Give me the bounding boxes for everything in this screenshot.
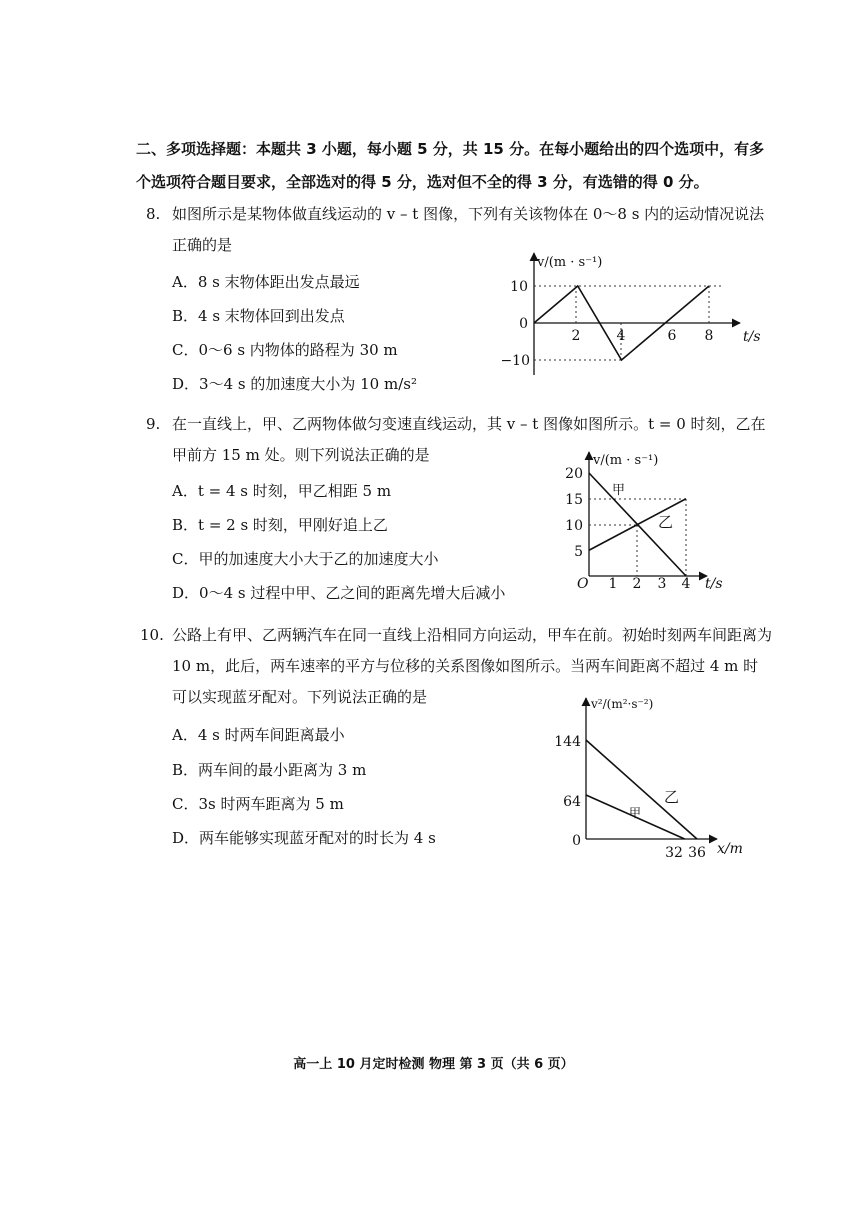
q9-xtick-4: 4 [681, 576, 691, 592]
q8-ytick-0: 0 [519, 316, 528, 332]
q9-stem: 在一直线上，甲、乙两物体做匀变速直线运动，其 v – t 图像如图所示。t = 0 时刻，乙在甲前方 15 m 处。则下列说法正确的是 [172, 415, 766, 464]
q9-xtick-1: 1 [608, 576, 618, 592]
q10-option-d: D．两车能够实现蓝牙配对的时长为 4 s [172, 829, 436, 847]
q8-option-d: D．3～4 s 的加速度大小为 10 m/s² [172, 375, 417, 393]
q8-vt-graph [500, 245, 790, 380]
section-heading: 二、多项选择题：本题共 3 小题，每小题 5 分，共 15 分。在每小题给出的四个选项中，有多个选项符合题目要求，全部选对的得 5 分，选对但不全的得 3 分，有选错的得 0 分。 [136, 140, 765, 191]
q8-number: 8. [146, 205, 161, 223]
q10-option-b: B．两车间的最小距离为 3 m [172, 761, 367, 779]
q8-xtick-6: 6 [667, 328, 677, 344]
q8-ylabel: v/(m · s⁻¹) [537, 255, 603, 270]
q10-v2x-graph [545, 692, 760, 862]
q8-option-c: C．0～6 s 内物体的路程为 30 m [172, 341, 398, 359]
q9-ytick-15: 15 [565, 492, 583, 508]
q10-xlabel: x/m [717, 841, 743, 857]
q8-stem: 如图所示是某物体做直线运动的 v – t 图像，下列有关该物体在 0～8 s 内的运动情况说法正确的是 [172, 205, 765, 254]
q8-xtick-4: 4 [616, 328, 626, 344]
q9-option-d: D．0～4 s 过程中甲、乙之间的距离先增大后减小 [172, 584, 506, 602]
q8-xlabel: t/s [743, 329, 761, 345]
q8-ytick-10: 10 [510, 279, 528, 295]
q10-xtick-32: 32 [665, 845, 683, 861]
q9-xtick-3: 3 [657, 576, 667, 592]
q8-option-a: A．8 s 末物体距出发点最远 [172, 273, 360, 291]
q9-origin: O [577, 576, 589, 592]
q10-line-b [586, 740, 697, 839]
q9-ytick-20: 20 [565, 466, 583, 482]
q9-xlabel: t/s [705, 576, 723, 592]
q8-ytick-neg10: −10 [500, 353, 530, 369]
q9-vt-graph [555, 448, 735, 598]
q9-option-a: A．t = 4 s 时刻，甲乙相距 5 m [172, 482, 392, 500]
q9-label-b: 乙 [658, 513, 674, 531]
q9-xtick-2: 2 [632, 576, 642, 592]
page-footer: 高一上 10 月定时检测 物理 第 3 页（共 6 页） [293, 1057, 574, 1072]
q10-option-c: C．3s 时两车距离为 5 m [172, 795, 344, 813]
q10-ytick-64: 64 [563, 794, 581, 810]
q8-option-b: B．4 s 末物体回到出发点 [172, 307, 345, 325]
q10-label-b: 乙 [664, 788, 680, 806]
q10-xtick-36: 36 [688, 845, 706, 861]
q10-number: 10. [140, 626, 164, 644]
q10-option-a: A．4 s 时两车间距离最小 [172, 726, 345, 744]
q9-ytick-10: 10 [565, 518, 583, 534]
q8-xtick-2: 2 [571, 328, 581, 344]
q8-xtick-8: 8 [704, 328, 714, 344]
q10-stem: 公路上有甲、乙两辆汽车在同一直线上沿相同方向运动，甲车在前。初始时刻两车间距离为 10 m，此后，两车速率的平方与位移的关系图像如图所示。当两车间距离不超过 4 m 时可以实现蓝牙配对。下列说法正确的是 [172, 626, 773, 706]
q10-ytick-144: 144 [554, 734, 581, 750]
q10-ytick-0: 0 [572, 833, 581, 849]
q9-label-a: 甲 [612, 483, 626, 498]
q9-ytick-5: 5 [574, 544, 583, 560]
q9-number: 9. [146, 415, 161, 433]
q9-option-c: C．甲的加速度大小大于乙的加速度大小 [172, 550, 439, 568]
q10-ylabel: v²/(m²·s⁻²) [591, 697, 654, 711]
q9-option-b: B．t = 2 s 时刻，甲刚好追上乙 [172, 516, 388, 534]
q10-label-a: 甲 [629, 806, 642, 820]
q9-ylabel: v/(m · s⁻¹) [593, 453, 659, 468]
